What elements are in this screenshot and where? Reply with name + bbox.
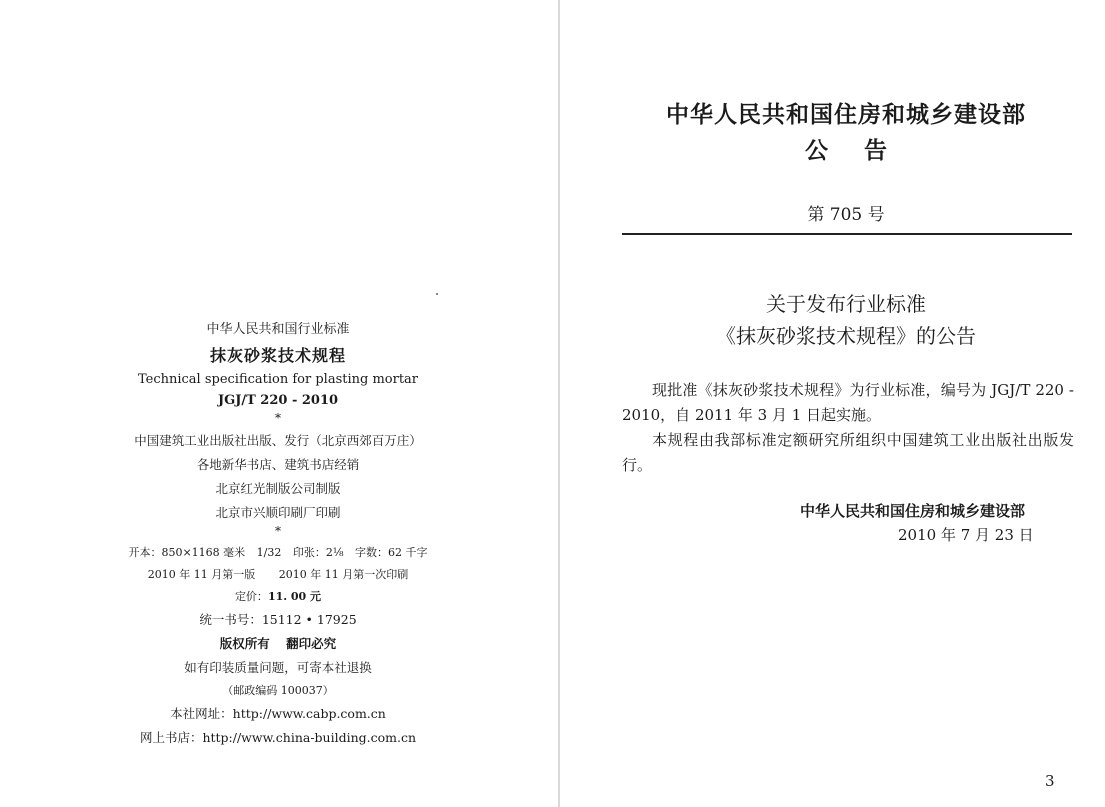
announcement-heading-line2: 《抹灰砂浆技术规程》的公告 — [716, 324, 976, 348]
online-store-website: 网上书店：http://www.china-building.com.cn — [139, 730, 417, 745]
page-spread-divider — [558, 0, 560, 807]
page-number: 3 — [1045, 772, 1055, 790]
no-reprint: 翻印必究 — [286, 636, 337, 651]
first-print: 2010 年 11 月第一次印刷 — [278, 568, 409, 581]
body-paragraph-approval: 现批准《抹灰砂浆技术规程》为行业标准，编号为 JGJ/T 220 - 2010，自 2011 年 3 月 1 日起实施。 — [622, 381, 1074, 424]
announcement-heading-line1: 关于发布行业标准 — [766, 292, 926, 316]
spec-words: 字数：62 千字 — [355, 546, 428, 559]
printer-line: 北京市兴顺印刷厂印刷 — [215, 505, 341, 520]
header-rule — [622, 233, 1072, 235]
colophon-page — [110, 318, 446, 746]
issue-date: 2010 年 7 月 23 日 — [898, 526, 1034, 544]
plate-maker-line: 北京红光制版公司制版 — [215, 481, 341, 496]
print-spec-line — [110, 544, 446, 560]
separator-star: * — [275, 411, 281, 425]
body-paragraph-publication: 本规程由我部标准定额研究所组织中国建筑工业出版社出版发行。 — [622, 431, 1074, 474]
standard-title-en: Technical specification for plasting mortar — [137, 372, 419, 387]
postcode-line: （邮政编码 100037） — [222, 684, 334, 697]
distributor-line: 各地新华书店、建筑书店经销 — [196, 457, 360, 472]
spec-format: 开本：850×1168 毫米 — [128, 546, 246, 559]
return-notice: 如有印装质量问题，可寄本社退换 — [184, 660, 372, 675]
separator-star-2: * — [275, 524, 281, 538]
announcement-label: 公告 — [805, 137, 923, 164]
price-line — [110, 588, 446, 604]
publisher-line: 中国建筑工业出版社出版、发行（北京西郊百万庄） — [134, 433, 422, 448]
price-label: 定价： — [234, 590, 268, 603]
signer: 中华人民共和国住房和城乡建设部 — [800, 502, 1026, 520]
spec-fold: 1/32 — [256, 546, 282, 559]
announcement-body — [622, 378, 1074, 478]
standard-code: JGJ/T 220 - 2010 — [217, 393, 339, 408]
spec-sheets: 印张：2⅛ — [292, 546, 344, 559]
price-value: 11. 00 元 — [267, 590, 322, 603]
edition-line — [110, 566, 446, 582]
announcement-number: 第 705 号 — [807, 205, 885, 225]
rights-line — [110, 634, 446, 652]
standard-series: 中华人民共和国行业标准 — [206, 322, 350, 337]
publisher-website: 本社网址：http://www.cabp.com.cn — [170, 706, 386, 721]
scan-speck — [436, 293, 438, 295]
first-edition: 2010 年 11 月第一版 — [147, 568, 256, 581]
standard-title-cn: 抹灰砂浆技术规程 — [209, 346, 346, 365]
isbn-line: 统一书号：15112 • 17925 — [199, 612, 357, 627]
rights-reserved: 版权所有 — [219, 636, 270, 651]
ministry-title: 中华人民共和国住房和城乡建设部 — [666, 101, 1026, 128]
